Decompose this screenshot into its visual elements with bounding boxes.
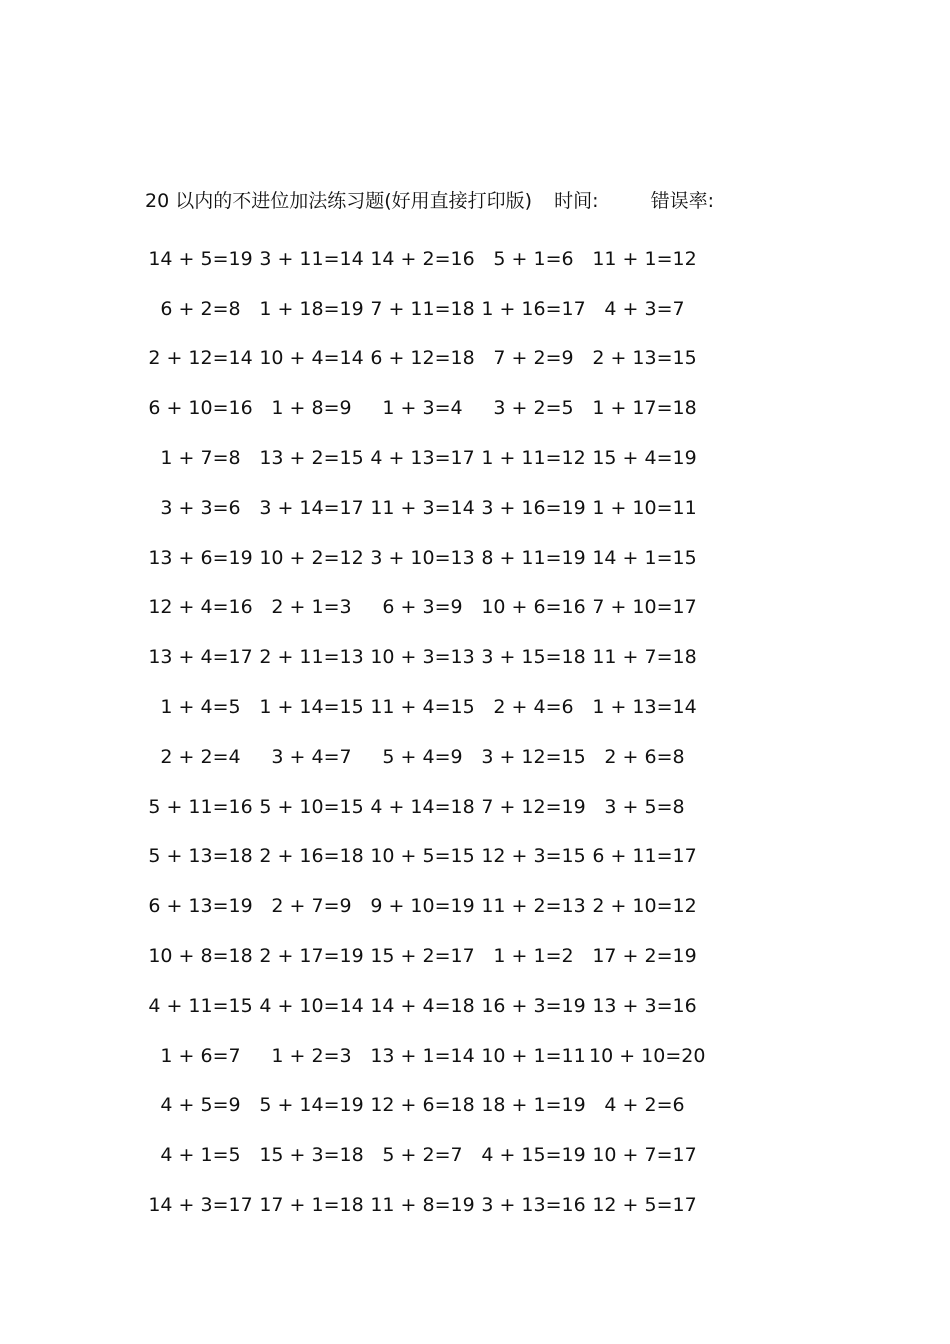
addition-problem: 16 + 3=19 xyxy=(481,994,586,1017)
addition-problem: 3 + 16=19 xyxy=(481,496,586,519)
addition-problem: 17 + 2=19 xyxy=(592,945,697,968)
addition-problem: 12 + 4=16 xyxy=(148,596,253,619)
addition-problem: 4 + 3=7 xyxy=(604,297,685,320)
addition-problem: 10 + 6=16 xyxy=(481,596,586,619)
addition-problem: 3 + 14=17 xyxy=(259,496,364,519)
problem-row xyxy=(145,682,705,732)
addition-problem: 5 + 13=18 xyxy=(148,845,253,868)
addition-problem: 7 + 10=17 xyxy=(592,596,697,619)
addition-problem: 5 + 4=9 xyxy=(382,745,463,768)
addition-problem: 5 + 11=16 xyxy=(148,795,253,818)
addition-problem: 11 + 3=14 xyxy=(370,496,475,519)
problem-row xyxy=(145,1031,705,1081)
addition-problem: 10 + 7=17 xyxy=(592,1144,697,1167)
addition-problem: 5 + 14=19 xyxy=(259,1094,364,1117)
addition-problem: 13 + 4=17 xyxy=(148,646,253,669)
problem-grid xyxy=(145,234,705,1230)
addition-problem: 2 + 11=13 xyxy=(259,646,364,669)
addition-problem: 3 + 5=8 xyxy=(604,795,685,818)
addition-problem: 3 + 11=14 xyxy=(259,247,364,270)
addition-problem: 1 + 4=5 xyxy=(160,696,241,719)
problem-row xyxy=(145,981,705,1031)
addition-problem: 4 + 11=15 xyxy=(148,994,253,1017)
addition-problem: 12 + 3=15 xyxy=(481,845,586,868)
addition-problem: 4 + 15=19 xyxy=(481,1144,586,1167)
addition-problem: 7 + 2=9 xyxy=(493,347,574,370)
addition-problem: 4 + 5=9 xyxy=(160,1094,241,1117)
worksheet-header xyxy=(145,186,714,216)
problem-row xyxy=(145,732,705,782)
addition-problem: 11 + 4=15 xyxy=(370,696,475,719)
addition-problem: 5 + 2=7 xyxy=(382,1144,463,1167)
addition-problem: 6 + 11=17 xyxy=(592,845,697,868)
addition-problem: 14 + 4=18 xyxy=(370,994,475,1017)
problem-row xyxy=(145,931,705,981)
addition-problem: 13 + 6=19 xyxy=(148,546,253,569)
problem-row xyxy=(145,1081,705,1131)
problem-row xyxy=(145,881,705,931)
addition-problem: 2 + 6=8 xyxy=(604,745,685,768)
problem-row xyxy=(145,632,705,682)
addition-problem: 9 + 10=19 xyxy=(370,895,475,918)
addition-problem: 3 + 10=13 xyxy=(370,546,475,569)
addition-problem: 15 + 4=19 xyxy=(592,447,697,470)
addition-problem: 4 + 1=5 xyxy=(160,1144,241,1167)
addition-problem: 1 + 3=4 xyxy=(382,397,463,420)
addition-problem: 10 + 3=13 xyxy=(370,646,475,669)
addition-problem: 1 + 6=7 xyxy=(160,1044,241,1067)
addition-problem: 6 + 12=18 xyxy=(370,347,475,370)
addition-problem: 6 + 10=16 xyxy=(148,397,253,420)
addition-problem: 11 + 7=18 xyxy=(592,646,697,669)
problem-row xyxy=(145,533,705,583)
addition-problem: 15 + 3=18 xyxy=(259,1144,364,1167)
addition-problem: 14 + 5=19 xyxy=(148,247,253,270)
addition-problem: 13 + 2=15 xyxy=(259,447,364,470)
addition-problem: 3 + 2=5 xyxy=(493,397,574,420)
addition-problem: 1 + 8=9 xyxy=(271,397,352,420)
addition-problem: 1 + 16=17 xyxy=(481,297,586,320)
addition-problem: 6 + 13=19 xyxy=(148,895,253,918)
addition-problem: 1 + 10=11 xyxy=(592,496,697,519)
addition-problem: 4 + 2=6 xyxy=(604,1094,685,1117)
problem-row xyxy=(145,334,705,384)
problem-row xyxy=(145,1130,705,1180)
addition-problem: 13 + 3=16 xyxy=(592,994,697,1017)
problem-row xyxy=(145,234,705,284)
addition-problem: 11 + 1=12 xyxy=(592,247,697,270)
addition-problem: 15 + 2=17 xyxy=(370,945,475,968)
addition-problem: 2 + 13=15 xyxy=(592,347,697,370)
addition-problem: 12 + 5=17 xyxy=(592,1194,697,1217)
addition-problem: 18 + 1=19 xyxy=(481,1094,586,1117)
addition-problem: 1 + 17=18 xyxy=(592,397,697,420)
addition-problem: 11 + 2=13 xyxy=(481,895,586,918)
addition-problem: 10 + 1=11 xyxy=(481,1044,586,1067)
addition-problem: 1 + 18=19 xyxy=(259,297,364,320)
addition-problem: 1 + 11=12 xyxy=(481,447,586,470)
addition-problem: 2 + 17=19 xyxy=(259,945,364,968)
worksheet-title: 20 以内的不进位加法练习题(好用直接打印版) xyxy=(145,190,533,212)
time-label: 时间: xyxy=(554,190,599,212)
addition-problem: 4 + 13=17 xyxy=(370,447,475,470)
addition-problem: 5 + 1=6 xyxy=(493,247,574,270)
addition-problem: 2 + 10=12 xyxy=(592,895,697,918)
addition-problem: 4 + 10=14 xyxy=(259,994,364,1017)
problem-row xyxy=(145,284,705,334)
addition-problem: 14 + 2=16 xyxy=(370,247,475,270)
addition-problem: 2 + 16=18 xyxy=(259,845,364,868)
problem-row xyxy=(145,1180,705,1230)
addition-problem: 8 + 11=19 xyxy=(481,546,586,569)
addition-problem: 3 + 12=15 xyxy=(481,745,586,768)
addition-problem: 10 + 10=20 xyxy=(589,1044,706,1067)
addition-problem: 7 + 11=18 xyxy=(370,297,475,320)
addition-problem: 10 + 5=15 xyxy=(370,845,475,868)
addition-problem: 1 + 14=15 xyxy=(259,696,364,719)
addition-problem: 1 + 1=2 xyxy=(493,945,574,968)
addition-problem: 1 + 7=8 xyxy=(160,447,241,470)
addition-problem: 17 + 1=18 xyxy=(259,1194,364,1217)
problem-row xyxy=(145,483,705,533)
problem-row xyxy=(145,832,705,882)
addition-problem: 3 + 13=16 xyxy=(481,1194,586,1217)
problem-row xyxy=(145,583,705,633)
addition-problem: 6 + 2=8 xyxy=(160,297,241,320)
addition-problem: 12 + 6=18 xyxy=(370,1094,475,1117)
addition-problem: 2 + 4=6 xyxy=(493,696,574,719)
addition-problem: 10 + 4=14 xyxy=(259,347,364,370)
addition-problem: 2 + 1=3 xyxy=(271,596,352,619)
addition-problem: 3 + 15=18 xyxy=(481,646,586,669)
addition-problem: 2 + 7=9 xyxy=(271,895,352,918)
addition-problem: 1 + 2=3 xyxy=(271,1044,352,1067)
addition-problem: 13 + 1=14 xyxy=(370,1044,475,1067)
addition-problem: 6 + 3=9 xyxy=(382,596,463,619)
addition-problem: 5 + 10=15 xyxy=(259,795,364,818)
addition-problem: 14 + 1=15 xyxy=(592,546,697,569)
problem-row xyxy=(145,383,705,433)
addition-problem: 7 + 12=19 xyxy=(481,795,586,818)
addition-problem: 14 + 3=17 xyxy=(148,1194,253,1217)
problem-row xyxy=(145,433,705,483)
addition-problem: 10 + 2=12 xyxy=(259,546,364,569)
addition-problem: 3 + 3=6 xyxy=(160,496,241,519)
addition-problem: 1 + 13=14 xyxy=(592,696,697,719)
addition-problem: 11 + 8=19 xyxy=(370,1194,475,1217)
problem-row xyxy=(145,782,705,832)
addition-problem: 10 + 8=18 xyxy=(148,945,253,968)
addition-problem: 3 + 4=7 xyxy=(271,745,352,768)
error-rate-label: 错误率: xyxy=(650,190,714,212)
addition-problem: 2 + 2=4 xyxy=(160,745,241,768)
addition-problem: 2 + 12=14 xyxy=(148,347,253,370)
addition-problem: 4 + 14=18 xyxy=(370,795,475,818)
